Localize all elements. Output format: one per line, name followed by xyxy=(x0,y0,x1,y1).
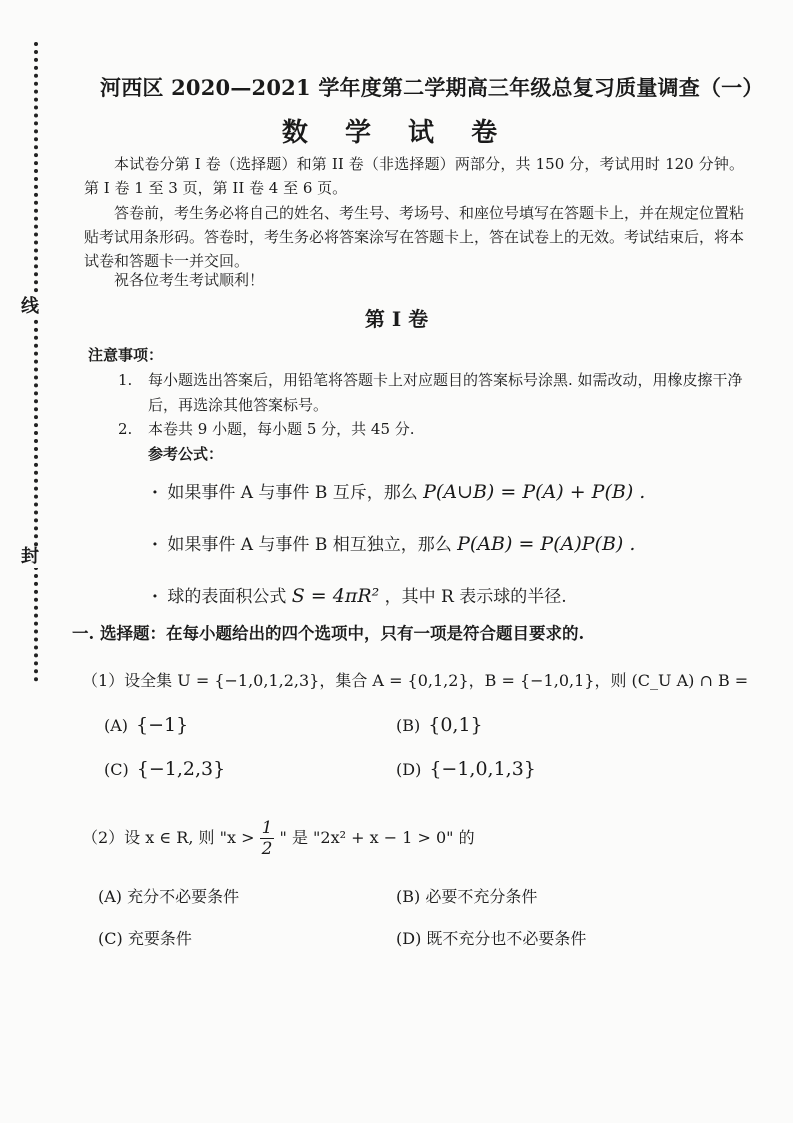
q2-option-c[interactable] xyxy=(98,926,192,949)
bullet-dot-icon: · xyxy=(152,587,158,607)
note-text: 每小题选出答案后，用铅笔将答题卡上对应题目的答案标号涂黑. 如需改动，用橡皮擦干净后，再选涂其他答案标号。 xyxy=(148,371,743,414)
question-2-stem-post: " 是 "2x² + x − 1 > 0" 的 xyxy=(279,828,475,847)
intro-paragraph-2: 答卷前，考生务必将自己的姓名、考生号、考场号、和座位号填写在答题卡上，并在规定位置粘贴考试用条形码。答卷时，考生务必将答案涂写在答题卡上，答在试卷上的无效。考试结束后，将本试卷和答题卡一并交回。 xyxy=(84,204,745,270)
intro-paragraph-3: 祝各位考生考试顺利！ xyxy=(114,271,265,289)
note-number: 2. xyxy=(118,420,133,438)
option-value: 必要不充分条件 xyxy=(425,887,538,906)
option-value: {−1,0,1,3} xyxy=(429,758,536,780)
bullet-dot-icon: · xyxy=(152,483,158,503)
section-title: 第 I 卷 xyxy=(364,307,429,331)
binding-char-seal: 封 xyxy=(16,546,44,568)
option-value: {−1,2,3} xyxy=(136,758,226,780)
q1-option-d[interactable] xyxy=(396,758,536,780)
q1-option-b[interactable] xyxy=(396,714,483,736)
option-label: (B) xyxy=(396,716,421,735)
q2-option-b[interactable] xyxy=(396,884,537,907)
part-heading: 一. 选择题：在每小题给出的四个选项中，只有一项是符合题目要求的. xyxy=(72,624,585,643)
binding-char-line: 线 xyxy=(16,296,44,318)
q1-option-a[interactable] xyxy=(104,714,188,736)
note-item xyxy=(118,417,748,442)
option-value: 充要条件 xyxy=(127,929,192,948)
q1-option-c[interactable] xyxy=(104,758,225,780)
q2-option-a[interactable] xyxy=(98,884,239,907)
intro-paragraph-1: 本试卷分第 I 卷（选择题）和第 II 卷（非选择题）两部分，共 150 分，考试用时 120 分钟。第 I 卷 1 至 3 页，第 II 卷 4 至 6 页。 xyxy=(84,155,744,197)
option-value: {−1} xyxy=(136,714,189,736)
fraction xyxy=(260,818,275,859)
option-label: (C) xyxy=(98,929,123,948)
option-label: (D) xyxy=(396,760,422,779)
option-label: (A) xyxy=(104,716,129,735)
formula-row xyxy=(152,530,635,555)
note-text: 本卷共 9 小题，每小题 5 分，共 45 分. xyxy=(148,420,415,438)
note-number: 1. xyxy=(118,371,133,389)
formula-lead: 如果事件 A 与事件 B 互斥，那么 xyxy=(167,483,418,503)
fraction-denominator: 2 xyxy=(261,839,273,859)
exam-subtitle: 数 学 试 卷 xyxy=(281,118,512,148)
formula-row xyxy=(152,582,567,607)
question-2-stem xyxy=(82,818,475,859)
formula-expression: S = 4πR² xyxy=(291,585,380,607)
q2-option-d[interactable] xyxy=(396,926,586,949)
formula-lead: 球的表面积公式 xyxy=(167,587,287,607)
formula-tail: ，其中 R 表示球的半径. xyxy=(384,587,567,607)
formula-row xyxy=(152,478,645,503)
question-1-stem: （1）设全集 U = {−1,0,1,2,3}，集合 A = {0,1,2}，B = {−1,0,1}，则 (C_U A) ∩ B = xyxy=(82,671,749,690)
bullet-dot-icon: · xyxy=(152,535,158,555)
notes-heading: 注意事项： xyxy=(88,346,164,364)
fraction-numerator: 1 xyxy=(261,818,273,838)
formula-label: 参考公式： xyxy=(148,445,224,463)
option-label: (D) xyxy=(396,929,422,948)
formula-expression: P(AB) = P(A)P(B) . xyxy=(457,533,636,555)
option-label: (A) xyxy=(98,887,123,906)
option-label: (B) xyxy=(396,887,421,906)
option-value: 既不充分也不必要条件 xyxy=(426,929,587,948)
formula-expression: P(A∪B) = P(A) + P(B) . xyxy=(423,481,646,503)
option-label: (C) xyxy=(104,760,129,779)
option-value: {0,1} xyxy=(428,714,483,736)
exam-title: 河西区 2020—2021 学年度第二学期高三年级总复习质量调查（一） xyxy=(100,75,764,100)
question-2-stem-pre: （2）设 x ∈ R, 则 "x > xyxy=(82,828,255,847)
formula-lead: 如果事件 A 与事件 B 相互独立，那么 xyxy=(167,535,452,555)
note-item xyxy=(118,368,748,418)
option-value: 充分不必要条件 xyxy=(127,887,240,906)
